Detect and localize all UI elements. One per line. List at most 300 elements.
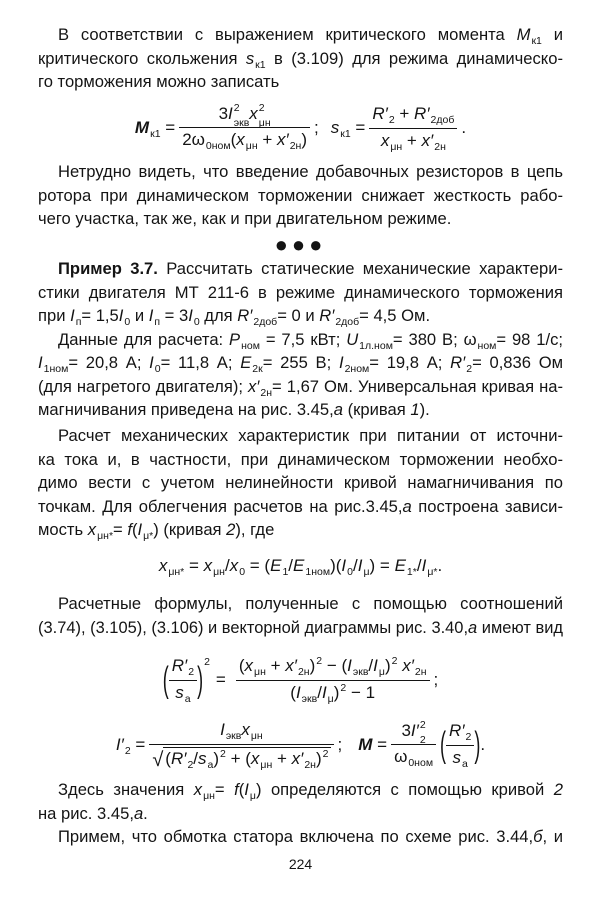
text-run: = 380 В; ω	[392, 329, 477, 349]
subscript: а	[462, 757, 468, 770]
math-symbol: I	[421, 556, 427, 575]
subscript: μн	[245, 139, 258, 152]
text-run: +	[257, 129, 278, 149]
eq-lhs	[116, 735, 145, 755]
text-run: ) =	[369, 556, 395, 575]
superscript: 2	[220, 747, 226, 760]
subscript: 1	[282, 566, 289, 578]
subscript: экв	[352, 665, 369, 678]
math-var	[148, 306, 161, 328]
subscript: к1	[255, 58, 266, 71]
math-var	[240, 353, 263, 375]
text-run: Расчет механических характеристик при питании от источни-	[58, 426, 563, 445]
math-symbol: I	[137, 520, 143, 539]
eq-lhs	[358, 735, 387, 755]
math-var	[226, 520, 235, 539]
math-symbol: I	[148, 306, 154, 325]
math-symbol: M	[358, 735, 373, 754]
text-run: /	[193, 748, 199, 768]
radicand	[163, 747, 330, 771]
math-symbol: x	[203, 556, 213, 575]
subscript: 2н	[414, 665, 427, 678]
math-var	[249, 101, 271, 129]
text-run: чего участка, так же, как и при двигательном режиме.	[38, 209, 452, 228]
math-symbol: x′	[291, 748, 304, 768]
text-run: =	[350, 118, 366, 137]
line-content	[38, 616, 563, 640]
subscript: 0	[124, 316, 131, 328]
line-content	[58, 424, 563, 448]
text-run: димо вести с учетом нелинейности кривой намагничивания по	[38, 473, 563, 492]
math-var	[380, 130, 403, 153]
math-symbol: I	[347, 655, 352, 675]
text-run: магничивания приведена на рис. 3.45,	[38, 400, 334, 419]
math-symbol: I	[149, 353, 154, 372]
text-line	[38, 351, 563, 375]
math-var	[229, 329, 260, 352]
math-var	[295, 682, 318, 705]
text-run: ;	[433, 670, 439, 689]
text-run: = 1,5	[81, 306, 119, 325]
script-stack	[258, 101, 271, 129]
math-var	[346, 329, 393, 352]
text-run: )	[384, 655, 391, 675]
math-var	[170, 748, 194, 771]
subscript: 2	[465, 730, 472, 743]
math-symbol: I	[321, 682, 327, 702]
math-var	[134, 804, 143, 823]
text-run: и	[130, 306, 149, 325]
square-root	[149, 747, 333, 771]
math-symbol: I	[118, 306, 124, 325]
math-symbol: а	[133, 803, 144, 823]
text-line	[38, 398, 563, 422]
eq-end	[480, 735, 485, 755]
fraction-bar	[169, 680, 197, 681]
text-run: = 4,5 Ом.	[359, 306, 431, 325]
superscript: 2	[419, 718, 426, 731]
text-line	[38, 592, 563, 616]
math-symbol: 1	[410, 400, 420, 419]
text-run: + (	[225, 748, 251, 768]
math-var	[330, 118, 351, 140]
text-line	[38, 304, 563, 328]
subscript: к1	[531, 35, 542, 47]
math-var	[321, 682, 334, 705]
math-var	[410, 718, 426, 746]
subscript: 2	[187, 758, 194, 771]
equation-slip	[38, 646, 563, 714]
math-var	[137, 520, 154, 542]
math-var	[87, 520, 114, 542]
math-symbol: x	[250, 748, 260, 768]
math-var	[449, 720, 472, 743]
text-run: +	[265, 655, 286, 675]
math-symbol: s	[330, 118, 340, 137]
text-run: В соответствии с выражением критического момента	[58, 25, 517, 44]
math-var	[158, 556, 185, 578]
section-separator: ●●●	[274, 232, 327, 257]
line-content	[58, 257, 563, 281]
text-line	[38, 448, 563, 472]
text-run: .	[437, 556, 443, 575]
text-run: (	[238, 655, 245, 675]
math-symbol: а	[333, 400, 343, 419]
math-var	[285, 655, 310, 678]
superscript: 2	[391, 654, 398, 667]
text-run: в (3.109) для режима динамическо-	[265, 48, 564, 68]
paragraph-stiffness	[38, 160, 563, 231]
math-symbol: R′	[171, 655, 188, 675]
subscript: μн	[258, 116, 271, 129]
text-run: (	[238, 780, 245, 799]
math-var	[407, 747, 434, 769]
paren-left: (	[162, 659, 169, 699]
text-run: имеют вид	[477, 617, 564, 637]
text-line	[38, 616, 563, 640]
text-line	[38, 375, 563, 399]
math-var	[38, 353, 69, 375]
line-content	[38, 495, 563, 519]
subscript: 0	[347, 566, 353, 578]
text-run: (3.74), (3.105), (3.106) и векторной диаграммы рис. 3.40,	[38, 617, 469, 637]
line-content	[58, 592, 563, 616]
text-run: )	[315, 748, 322, 768]
line-content	[38, 281, 563, 305]
text-run: 3	[401, 721, 411, 741]
text-run: ;	[337, 735, 343, 754]
math-var	[358, 735, 372, 754]
line-content	[38, 70, 279, 94]
math-var	[533, 827, 542, 846]
subscript: μн	[203, 790, 215, 802]
subscript: п	[75, 316, 82, 328]
math-var	[450, 353, 473, 375]
text-line	[38, 778, 563, 802]
math-symbol: R′	[372, 103, 388, 123]
denominator	[287, 683, 378, 705]
math-symbol: I	[341, 556, 347, 575]
fraction-bar	[236, 680, 430, 681]
math-var	[193, 780, 215, 802]
text-run: = 0 и	[277, 306, 320, 325]
text-run: (для нагретого двигателя);	[38, 376, 248, 396]
math-symbol: x	[158, 556, 168, 575]
subscript: 2	[466, 363, 473, 375]
bold-run: Пример 3.7.	[58, 259, 158, 278]
math-var	[477, 330, 497, 352]
math-symbol: а	[468, 617, 478, 637]
text-run: Рассчитать статические механические характери-	[157, 259, 563, 278]
math-symbol: s	[198, 748, 207, 768]
math-var	[277, 129, 302, 152]
text-line	[38, 70, 563, 94]
math-var	[171, 655, 195, 678]
text-run: мость	[38, 520, 88, 539]
math-var	[516, 25, 542, 47]
script-stack	[419, 718, 426, 746]
fraction-bar	[369, 128, 457, 129]
text-run: (	[165, 748, 171, 768]
text-run: .	[143, 803, 148, 823]
text-run: /	[288, 556, 294, 575]
math-symbol: 2	[553, 780, 563, 799]
denominator	[172, 683, 193, 705]
text-line	[38, 184, 563, 208]
math-var	[270, 556, 289, 578]
subscript: 2к	[252, 363, 263, 375]
denominator	[391, 747, 436, 769]
subscript: μн	[260, 758, 273, 771]
line-content	[38, 184, 563, 208]
text-line	[38, 47, 563, 71]
math-var	[414, 103, 455, 126]
equation-rotor-current-torque	[38, 716, 563, 774]
math-symbol: f	[234, 780, 239, 799]
text-run: = 255 В;	[262, 353, 339, 372]
text-run: )	[333, 682, 340, 702]
subscript: экв	[225, 729, 242, 742]
text-run: =	[160, 118, 176, 137]
subscript: к1	[150, 128, 161, 140]
line-content	[58, 160, 563, 184]
math-symbol: R′	[319, 306, 335, 325]
text-run: (кривая	[342, 400, 411, 419]
numerator	[236, 656, 430, 678]
subscript: п	[154, 316, 161, 328]
text-run: /	[368, 655, 374, 675]
subscript: ном	[477, 339, 497, 352]
text-line	[38, 424, 563, 448]
text-run: (	[230, 129, 237, 149]
text-run: точкам. Для облегчения расчетов на рис.3.45,	[38, 496, 403, 516]
fraction-bar	[391, 744, 436, 745]
subscript: 2н	[297, 665, 310, 678]
fraction	[179, 101, 310, 152]
math-var	[205, 130, 231, 152]
math-var	[203, 556, 225, 578]
subscript: μ	[363, 566, 370, 578]
text-run: − 1	[346, 682, 376, 702]
text-run: 2ω	[182, 129, 205, 149]
math-var	[410, 400, 419, 419]
fraction-bar	[446, 745, 474, 746]
text-run: +	[272, 748, 292, 768]
subscript: 0	[193, 316, 200, 328]
fraction	[169, 656, 197, 705]
math-var	[229, 556, 246, 578]
text-line	[38, 471, 563, 495]
text-run: Здесь значения	[58, 780, 194, 799]
text-run: Данные для расчета:	[58, 329, 230, 349]
text-line	[38, 281, 563, 305]
math-var	[236, 129, 258, 152]
eq-lhs	[135, 118, 175, 138]
math-var	[219, 749, 226, 768]
text-run: )(	[330, 556, 342, 575]
subscript: μн*	[97, 530, 114, 542]
math-symbol: I	[38, 353, 43, 372]
math-symbol: а	[402, 496, 412, 516]
math-symbol: x	[249, 104, 258, 124]
text-run: ротора при динамическом торможении снижает жесткость рабо-	[38, 185, 563, 205]
paren-right: )	[474, 724, 481, 764]
text-run: = 0,836 Ом	[472, 353, 564, 372]
subscript: 2доб	[253, 316, 278, 328]
math-symbol: x	[380, 130, 390, 150]
subscript: экв	[233, 116, 250, 129]
text-run: Примем, что обмотка статора включена по схеме рис. 3.44,	[58, 827, 534, 846]
subscript: 2н	[434, 140, 446, 153]
math-var	[245, 48, 266, 71]
subscript: μ*	[143, 530, 154, 542]
math-var	[421, 130, 446, 153]
text-line	[38, 825, 563, 849]
math-var	[244, 780, 256, 802]
subscript: 2	[124, 745, 131, 757]
text-run: = (	[245, 556, 271, 575]
denominator	[179, 130, 310, 152]
eq-lhs	[331, 118, 366, 138]
subscript: а	[207, 758, 214, 771]
math-var	[293, 556, 331, 578]
line-content	[58, 825, 563, 849]
text-run: при	[38, 306, 71, 325]
math-symbol: I′	[410, 721, 419, 741]
text-run: = 11,8 А;	[160, 353, 241, 372]
numerator	[369, 104, 457, 126]
text-run: Нетрудно видеть, что введение добавочных резисторов в цепь	[58, 162, 564, 181]
paragraph-formulas	[38, 592, 563, 639]
math-var	[134, 118, 161, 140]
text-run: =	[184, 556, 204, 575]
subscript: μн	[250, 729, 263, 742]
math-var	[338, 353, 370, 375]
eq-separator	[314, 118, 319, 138]
text-run: = 3	[160, 306, 189, 325]
subscript: а	[184, 692, 191, 705]
text-run: ) определяются с помощью кривой	[255, 780, 554, 799]
text-run: ;	[314, 118, 319, 137]
math-symbol: x	[236, 129, 245, 149]
math-symbol: R′	[170, 748, 187, 768]
subscript: μ	[378, 665, 385, 678]
math-symbol: R′	[449, 720, 465, 740]
subscript: 0ном	[205, 139, 231, 152]
superscript: 2	[340, 681, 347, 694]
text-run: /	[224, 556, 230, 575]
math-symbol: I′	[115, 735, 124, 754]
text-run: )	[309, 655, 316, 675]
math-var	[554, 780, 563, 799]
eq-body	[159, 556, 442, 576]
subscript: 2ном	[344, 363, 370, 375]
fraction-bar	[149, 744, 333, 745]
math-symbol: E	[293, 556, 305, 575]
text-run: =	[372, 735, 388, 754]
subscript: ном	[241, 339, 260, 352]
equation-magnetizing-reactance	[38, 546, 563, 586]
math-var	[228, 101, 250, 129]
math-var	[421, 556, 438, 578]
text-run: 3	[218, 104, 229, 124]
numerator	[446, 721, 474, 743]
text-line	[38, 518, 563, 542]
subscript: 2доб	[335, 316, 360, 328]
denominator	[450, 748, 471, 770]
math-var	[70, 306, 82, 328]
text-line	[38, 495, 563, 519]
math-symbol: б	[533, 827, 543, 846]
math-var	[322, 749, 329, 768]
math-var	[373, 655, 385, 678]
text-run: − (	[322, 655, 348, 675]
math-symbol: x′	[277, 129, 289, 149]
text-run: .	[480, 735, 486, 754]
subscript: μн	[390, 140, 403, 153]
text-run: стики двигателя МТ 211-6 в режиме динамического торможения	[38, 282, 563, 302]
math-var	[347, 655, 369, 678]
line-content	[38, 518, 274, 545]
math-symbol: E	[240, 353, 252, 372]
math-symbol: I	[228, 104, 233, 124]
math-symbol: I	[295, 682, 301, 702]
fraction	[446, 721, 474, 770]
text-line	[38, 207, 563, 231]
text-run: +	[394, 103, 415, 123]
superscript: 2	[258, 101, 265, 114]
subscript: 2	[419, 733, 426, 746]
math-symbol: E	[394, 556, 406, 575]
numerator	[216, 101, 274, 129]
line-content	[38, 398, 430, 422]
math-symbol: s	[175, 682, 184, 702]
math-var	[250, 748, 273, 771]
math-symbol: x′	[285, 655, 297, 675]
numerator	[169, 656, 197, 678]
line-content	[38, 207, 451, 231]
subscript: 2доб	[430, 113, 455, 126]
math-var	[334, 400, 343, 419]
text-run: критического скольжения	[38, 48, 246, 68]
math-var	[244, 655, 266, 678]
subscript: 0	[239, 566, 246, 578]
text-run: = 20,8 А;	[68, 353, 150, 372]
math-symbol: I	[188, 306, 193, 325]
math-symbol: I	[244, 780, 249, 799]
subscript: 1л.ном	[359, 339, 393, 352]
text-run: (	[290, 682, 296, 702]
subscript: 1ном	[43, 363, 69, 375]
math-symbol: U	[346, 329, 359, 349]
subscript: μ	[327, 692, 334, 705]
text-line	[38, 23, 563, 47]
math-var	[241, 719, 263, 742]
text-run: ).	[419, 400, 430, 419]
math-var	[468, 618, 477, 637]
math-symbol: x	[241, 719, 250, 739]
math-var	[357, 556, 370, 578]
equation-critical-moment	[38, 100, 563, 156]
fraction	[391, 718, 436, 769]
text-run: ω	[394, 746, 408, 766]
eq-end	[434, 670, 439, 690]
math-symbol: x	[229, 556, 239, 575]
math-symbol: x	[244, 655, 254, 675]
subscript: 2н	[304, 758, 316, 771]
math-var	[403, 497, 412, 516]
radical-sign: √	[152, 748, 164, 771]
